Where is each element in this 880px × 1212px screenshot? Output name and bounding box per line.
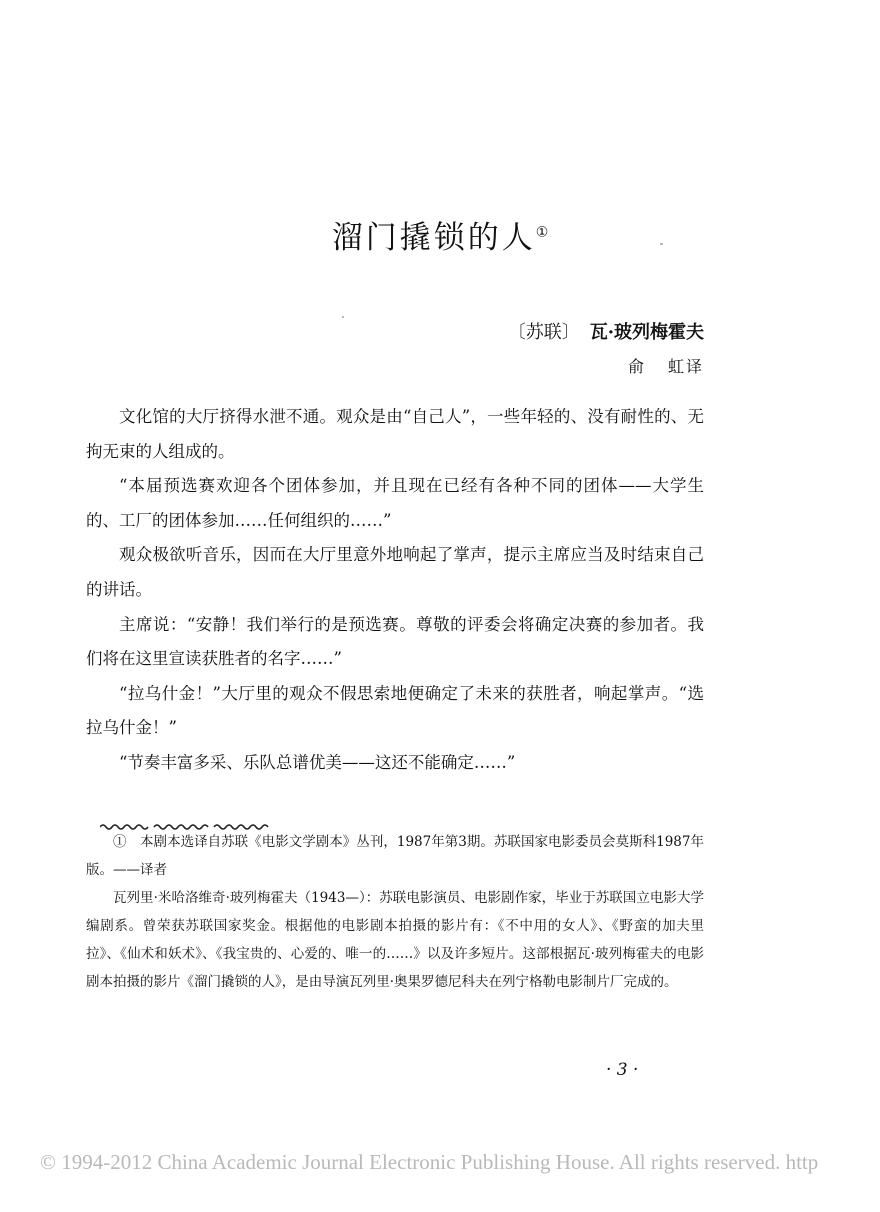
author-line <box>508 318 704 344</box>
author-name: 瓦·玻列梅霍夫 <box>589 322 704 343</box>
article-title: 溜门撬锁的人① <box>331 220 549 256</box>
paragraph: “拉乌什金！”大厅里的观众不假思索地便确定了未来的获胜者，响起掌声。“选拉乌什金！” <box>86 683 704 738</box>
copyright-watermark: © 1994-2012 China Academic Journal Electronic Publishing House. All rights reserved. http <box>40 1150 819 1174</box>
footnotes <box>86 828 704 996</box>
translator-given-name: 虹 <box>667 357 686 376</box>
paragraph: 主席说：“安静！我们举行的是预选赛。尊敬的评委会将确定决赛的参加者。我们将在这里宣读获胜者的名字……” <box>86 614 704 669</box>
page-number: · 3 · <box>606 1060 639 1080</box>
scan-speck <box>342 316 344 318</box>
translator-suffix: 译 <box>685 357 704 376</box>
paragraph: 观众极欲听音乐，因而在大厅里意外地响起了掌声，提示主席应当及时结束自己的讲话。 <box>86 545 704 599</box>
scan-speck <box>660 243 663 245</box>
footnote: 瓦列里·米哈洛维奇·玻列梅霍夫（1943—）：苏联电影演员、电影剧作家，毕业于苏联国立电影大学编剧系。曾荣获苏联国家奖金。根据他的电影剧本拍摄的影片有：《不中用的女人》、《野蛮的加夫里拉》、《仙术和妖术》、《我宝贵的、心爱的、唯一的……》以及许多短片。这部根据瓦·玻列梅霍夫的电影剧本拍摄的影片《溜门撬锁的人》，是由导演瓦列里·奥果罗德尼科夫在列宁格勒电影制片厂完成的。 <box>86 890 704 990</box>
footnote: ① 本剧本选译自苏联《电影文学剧本》丛刊，1987年第3期。苏联国家电影委员会莫斯科1987年版。——译者 <box>86 834 704 878</box>
translator-line <box>628 354 704 377</box>
author-country: 〔苏联〕 <box>507 322 580 343</box>
article-body <box>86 400 704 781</box>
translator-surname: 俞 <box>627 357 646 376</box>
paragraph: “本届预选赛欢迎各个团体参加，并且现在已经有各种不同的团体——大学生的、工厂的团体参加……任何组织的……” <box>86 476 704 530</box>
footnote-marker: ① <box>535 224 549 241</box>
paragraph: “节奏丰富多采、乐队总谱优美——这还不能确定……” <box>119 752 516 772</box>
paragraph: 文化馆的大厅挤得水泄不通。观众是由“自己人”，一些年轻的、没有耐性的、无拘无束的人组成的。 <box>86 407 704 461</box>
